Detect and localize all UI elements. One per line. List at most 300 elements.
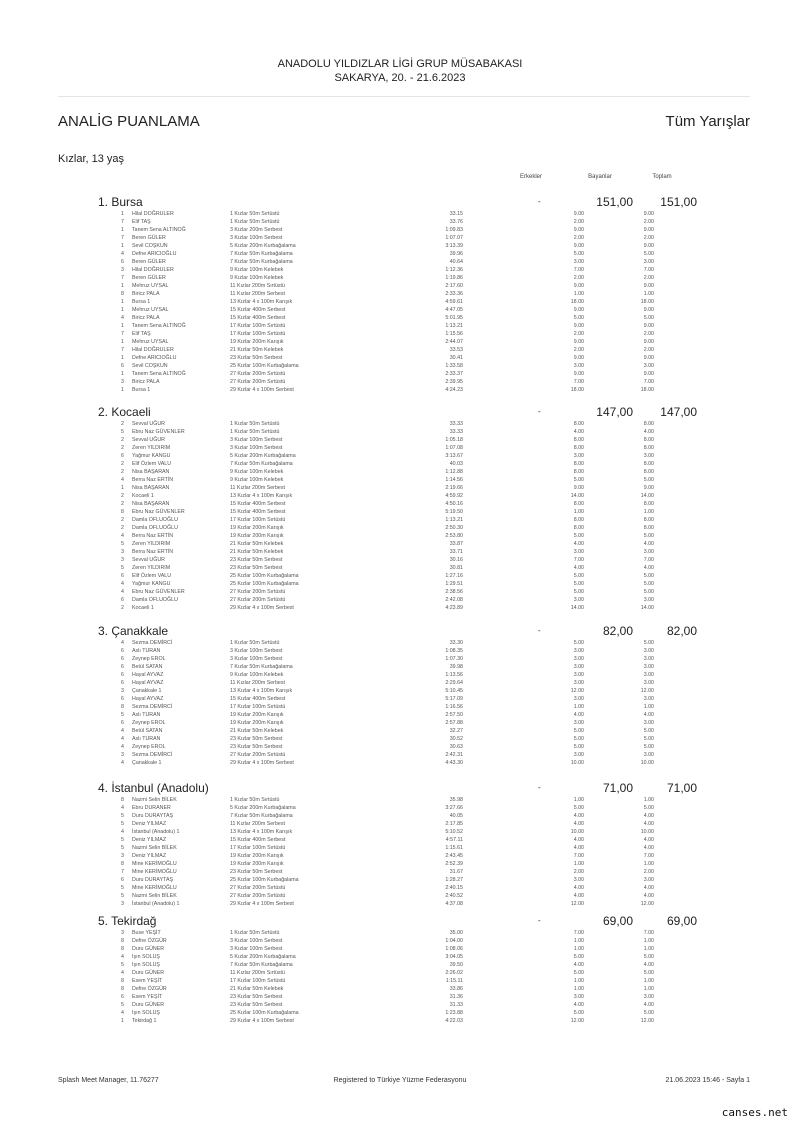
girls-points: 3.00 [573,453,584,459]
total-points: 14.00 [640,493,654,499]
girls-points: 3.00 [573,664,584,670]
swimmer-name: Berra Naz ERTİN [132,477,174,483]
swimmer-name: Ebru Naz GÜVENLER [132,589,185,595]
result-row [0,306,800,314]
result-row [0,1017,800,1025]
girls-points: 8.00 [573,421,584,427]
girls-points: 1.00 [573,291,584,297]
result-row [0,314,800,322]
event: 25 Kızlar 100m Kurbağalama [230,581,299,587]
girls-points: 9.00 [573,283,584,289]
place: 2 [121,501,124,507]
footer-date-page: 21.06.2023 15:46 - Sayfa 1 [665,1077,750,1084]
place: 6 [121,259,124,265]
event: 23 Kızlar 50m Serbest [230,994,283,1000]
swimmer-name: Işın SOLUŞ [132,1010,160,1016]
swimmer-name: Mehruz UYSAL [132,283,169,289]
place: 4 [121,736,124,742]
swimmer-name: Sezma DEMİRCİ [132,640,173,646]
swimmer-name: Duru GÜNER [132,970,165,976]
girls-points: 4.00 [573,837,584,843]
swimmer-name: Aslı TURAN [132,712,161,718]
time: 1:13.56 [445,672,463,678]
total-points: 8.00 [643,517,654,523]
event: 11 Kızlar 200m Serbest [230,291,285,297]
total-points: 3.00 [643,656,654,662]
total-points: 9.00 [643,323,654,329]
time: 31.33 [449,1002,463,1008]
event: 27 Kızlar 200m Sırtüstü [230,885,286,891]
time: 5:19.50 [445,509,463,515]
event: 15 Kızlar 400m Serbest [230,307,286,313]
place: 1 [121,1018,124,1024]
result-row [0,985,800,993]
place: 5 [121,845,124,851]
time: 1:15.61 [445,845,463,851]
place: 6 [121,648,124,654]
girls-points: 8.00 [573,445,584,451]
event: 29 Kızlar 4 x 100m Serbest [230,901,294,907]
result-row [0,436,800,444]
swimmer-name: Deniz YILMAZ [132,853,167,859]
total-points: 9.00 [643,355,654,361]
time: 30.41 [449,355,463,361]
swimmer-name: Defne ARICIOĞLU [132,355,177,361]
swimmer-name: Elif TAŞ [132,331,151,337]
time: 2:44.07 [445,339,463,345]
total-points: 7.00 [643,853,654,859]
time: 1:12.88 [445,469,463,475]
place: 2 [121,445,124,451]
place: 2 [121,493,124,499]
footer-registration: Registered to Türkiye Yüzme Federasyonu [333,1077,467,1084]
swimmer-name: İstanbul (Anadolu) 1 [132,901,180,907]
swimmer-name: Ebru DURANER [132,805,171,811]
event: 5 Kızlar 200m Kurbağalama [230,805,296,811]
event: 3 Kızlar 200m Serbest [230,227,283,233]
time: 2:26.02 [445,970,463,976]
team-total-points: 147,00 [660,405,697,419]
event: 19 Kızlar 200m Karışık [230,861,284,867]
swimmer-name: Defne ÖZGÜR [132,938,167,944]
girls-points: 1.00 [573,986,584,992]
event: 15 Kızlar 400m Serbest [230,696,286,702]
event: 11 Kızlar 200m Serbest [230,821,285,827]
event: 27 Kızlar 200m Sırtüstü [230,752,286,758]
result-row [0,759,800,767]
time: 2:43.45 [445,853,463,859]
total-points: 3.00 [643,672,654,678]
girls-points: 4.00 [573,821,584,827]
girls-points: 3.00 [573,597,584,603]
time: 33.53 [449,347,463,353]
result-row [0,655,800,663]
event: 21 Kızlar 50m Kelebek [230,541,284,547]
time: 30.63 [449,744,463,750]
event: 23 Kızlar 50m Serbest [230,557,283,563]
total-points: 7.00 [643,930,654,936]
place: 2 [121,421,124,427]
girls-points: 5.00 [573,728,584,734]
event: 17 Kızlar 100m Sırtüstü [230,704,286,710]
team-name: 4. İstanbul (Anadolu) [98,781,209,795]
place: 5 [121,565,124,571]
girls-points: 1.00 [573,797,584,803]
swimmer-name: Esem YEŞİT [132,978,163,984]
time: 30.52 [449,736,463,742]
girls-points: 9.00 [573,485,584,491]
girls-points: 5.00 [573,954,584,960]
result-row [0,266,800,274]
place: 4 [121,640,124,646]
time: 40.05 [449,813,463,819]
result-row [0,298,800,306]
result-row [0,663,800,671]
place: 1 [121,299,124,305]
result-row [0,836,800,844]
girls-points: 10.00 [570,829,584,835]
place: 8 [121,704,124,710]
place: 8 [121,978,124,984]
girls-points: 3.00 [573,680,584,686]
result-row [0,884,800,892]
col-girls: Bayanlar [588,174,612,180]
result-row [0,868,800,876]
time: 4:57.11 [445,837,463,843]
swimmer-name: Yağmur KANGU [132,581,171,587]
event: 19 Kızlar 200m Karışık [230,720,284,726]
time: 2:42.31 [445,752,463,758]
event: 27 Kızlar 200m Sırtüstü [230,893,286,899]
total-points: 18.00 [640,299,654,305]
result-row [0,703,800,711]
total-points: 9.00 [643,243,654,249]
time: 4:43.30 [445,760,463,766]
place: 6 [121,720,124,726]
team-girls-points: 151,00 [596,195,633,209]
total-points: 10.00 [640,760,654,766]
girls-points: 8.00 [573,469,584,475]
swimmer-name: Beren GÜLER [132,275,166,281]
girls-points: 12.00 [570,688,584,694]
event: 17 Kızlar 100m Sırtüstü [230,845,286,851]
time: 4:47.05 [445,307,463,313]
total-points: 18.00 [640,387,654,393]
place: 4 [121,744,124,750]
place: 1 [121,323,124,329]
total-points: 3.00 [643,720,654,726]
swimmer-name: Damla OFLUOĞLU [132,525,178,531]
time: 1:19.86 [445,275,463,281]
event: 1 Kızlar 50m Sırtüstü [230,930,280,936]
place: 1 [121,355,124,361]
total-points: 9.00 [643,283,654,289]
result-row [0,929,800,937]
total-points: 4.00 [643,1002,654,1008]
swimmer-name: Yağmur KANGU [132,453,171,459]
result-row [0,743,800,751]
total-points: 7.00 [643,557,654,563]
result-row [0,484,800,492]
event: 25 Kızlar 100m Kurbağalama [230,877,299,883]
result-row [0,671,800,679]
result-row [0,420,800,428]
result-row [0,1001,800,1009]
time: 1:07.08 [445,445,463,451]
place: 1 [121,283,124,289]
swimmer-name: Zeynep EROL [132,744,166,750]
place: 3 [121,267,124,273]
place: 7 [121,347,124,353]
result-row [0,900,800,908]
swimmer-name: Mehruz UYSAL [132,339,169,345]
swimmer-name: Esem YEŞİT [132,994,163,1000]
place: 1 [121,371,124,377]
result-row [0,322,800,330]
time: 33.33 [449,421,463,427]
event: 7 Kızlar 50m Kurbağalama [230,251,293,257]
swimmer-name: Kocaeli 1 [132,493,154,499]
result-row [0,711,800,719]
swimmer-name: Zeynep EROL [132,656,166,662]
girls-points: 2.00 [573,275,584,281]
result-row [0,226,800,234]
event: 19 Kızlar 200m Karışık [230,533,284,539]
result-row [0,828,800,836]
place: 1 [121,485,124,491]
total-points: 4.00 [643,962,654,968]
place: 4 [121,760,124,766]
event: 11 Kızlar 200m Serbest [230,485,285,491]
place: 1 [121,307,124,313]
result-row [0,346,800,354]
total-points: 5.00 [643,315,654,321]
girls-points: 5.00 [573,251,584,257]
time: 1:15.11 [445,978,463,984]
place: 1 [121,339,124,345]
event: 13 Kızlar 4 x 100m Karışık [230,829,293,835]
total-points: 5.00 [643,251,654,257]
team-boys-points: - [538,407,541,416]
event: 25 Kızlar 100m Kurbağalama [230,1010,299,1016]
event: 17 Kızlar 100m Sırtüstü [230,323,286,329]
time: 1:12.36 [445,267,463,273]
total-points: 2.00 [643,235,654,241]
total-points: 5.00 [643,533,654,539]
swimmer-name: Damla OFLUOĞLU [132,597,178,603]
place: 6 [121,994,124,1000]
place: 5 [121,885,124,891]
place: 3 [121,901,124,907]
result-row [0,604,800,612]
girls-points: 10.00 [570,760,584,766]
swimmer-name: Hayal AYVAZ [132,680,164,686]
total-points: 4.00 [643,885,654,891]
result-row [0,338,800,346]
swimmer-name: Zeren YILDIRIM [132,565,171,571]
team-name: 2. Kocaeli [98,405,151,419]
girls-points: 4.00 [573,885,584,891]
girls-points: 3.00 [573,672,584,678]
time: 33.76 [449,219,463,225]
team-boys-points: - [538,626,541,635]
total-points: 5.00 [643,970,654,976]
result-row [0,516,800,524]
total-points: 3.00 [643,680,654,686]
total-points: 3.00 [643,549,654,555]
total-points: 8.00 [643,437,654,443]
event: 17 Kızlar 100m Sırtüstü [230,978,286,984]
event: 7 Kızlar 50m Kurbağalama [230,664,293,670]
time: 5:10.52 [445,829,463,835]
event: 1 Kızlar 50m Sırtüstü [230,640,280,646]
girls-points: 9.00 [573,355,584,361]
result-row [0,804,800,812]
event: 21 Kızlar 50m Kelebek [230,986,284,992]
total-points: 5.00 [643,573,654,579]
result-row [0,876,800,884]
swimmer-name: Mehruz UYSAL [132,307,169,313]
place: 8 [121,946,124,952]
event: 23 Kızlar 50m Serbest [230,1002,283,1008]
event: 27 Kızlar 200m Sırtüstü [230,379,286,385]
girls-points: 1.00 [573,978,584,984]
girls-points: 7.00 [573,267,584,273]
girls-points: 14.00 [570,605,584,611]
total-points: 3.00 [643,752,654,758]
time: 4:23.89 [445,605,463,611]
swimmer-name: Beren GÜLER [132,235,166,241]
total-points: 10.00 [640,829,654,835]
event: 19 Kızlar 200m Karışık [230,339,284,345]
time: 39.98 [449,664,463,670]
swimmer-name: Betül SATAN [132,728,163,734]
total-points: 5.00 [643,589,654,595]
place: 5 [121,813,124,819]
total-points: 8.00 [643,445,654,451]
place: 5 [121,893,124,899]
result-row [0,476,800,484]
result-row [0,234,800,242]
team-girls-points: 147,00 [596,405,633,419]
team-total-points: 82,00 [666,624,697,638]
total-points: 1.00 [643,946,654,952]
event: 29 Kızlar 4 x 100m Serbest [230,760,294,766]
swimmer-name: Aslı TURAN [132,648,161,654]
swimmer-name: Hayal AYVAZ [132,672,164,678]
place: 4 [121,315,124,321]
time: 3:27.66 [445,805,463,811]
girls-points: 8.00 [573,517,584,523]
girls-points: 2.00 [573,219,584,225]
col-boys: Erkekler [519,174,542,180]
girls-points: 2.00 [573,235,584,241]
girls-points: 5.00 [573,477,584,483]
time: 4:59.92 [445,493,463,499]
total-points: 4.00 [643,821,654,827]
result-row [0,796,800,804]
total-points: 2.00 [643,869,654,875]
time: 40.64 [449,259,463,265]
event: 1 Kızlar 50m Sırtüstü [230,421,280,427]
time: 1:13.21 [445,517,463,523]
place: 2 [121,605,124,611]
girls-points: 9.00 [573,339,584,345]
girls-points: 5.00 [573,1010,584,1016]
event: 29 Kızlar 4 x 100m Serbest [230,1018,294,1024]
team-name: 1. Bursa [98,195,143,209]
place: 5 [121,712,124,718]
event: 13 Kızlar 4 x 100m Karışık [230,299,293,305]
result-row [0,977,800,985]
swimmer-name: Zeren YILDIRIM [132,541,171,547]
place: 6 [121,597,124,603]
time: 33.86 [449,986,463,992]
time: 4:59.61 [445,299,463,305]
swimmer-name: Deniz YILMAZ [132,821,167,827]
place: 6 [121,696,124,702]
event: 1 Kızlar 50m Sırtüstü [230,211,280,217]
meet-location-date: SAKARYA, 20. - 21.6.2023 [334,72,466,84]
result-row [0,993,800,1001]
event: 25 Kızlar 100m Kurbağalama [230,573,299,579]
event: 17 Kızlar 100m Sırtüstü [230,331,286,337]
total-points: 8.00 [643,421,654,427]
girls-points: 7.00 [573,930,584,936]
result-row [0,852,800,860]
result-row [0,370,800,378]
time: 4:50.16 [445,501,463,507]
total-points: 1.00 [643,704,654,710]
place: 1 [121,227,124,233]
result-row [0,961,800,969]
result-row [0,969,800,977]
total-points: 12.00 [640,901,654,907]
swimmer-name: Nisa BAŞARAN [132,469,170,475]
place: 6 [121,672,124,678]
result-row [0,492,800,500]
time: 2:57.50 [445,712,463,718]
result-row [0,524,800,532]
swimmer-name: Hilal DOĞRULER [132,267,174,273]
swimmer-name: Ebru Naz GÜVENLER [132,429,185,435]
total-points: 5.00 [643,744,654,750]
swimmer-name: Buse YEŞİT [132,930,161,936]
total-points: 4.00 [643,893,654,899]
swimmer-name: Defne ARICIOĞLU [132,251,177,257]
event: 5 Kızlar 200m Kurbağalama [230,954,296,960]
result-row [0,500,800,508]
girls-points: 9.00 [573,243,584,249]
event: 3 Kızlar 100m Serbest [230,437,283,443]
time: 4:22.03 [445,1018,463,1024]
swimmer-name: Berra Naz ERTİN [132,549,174,555]
place: 5 [121,837,124,843]
girls-points: 8.00 [573,437,584,443]
footer-software: Splash Meet Manager, 11.76277 [58,1077,159,1084]
event: 19 Kızlar 200m Karışık [230,525,284,531]
result-row [0,719,800,727]
place: 3 [121,752,124,758]
result-row [0,596,800,604]
result-row [0,1009,800,1017]
event: 3 Kızlar 100m Serbest [230,946,283,952]
total-points: 1.00 [643,797,654,803]
team-girls-points: 82,00 [602,624,633,638]
result-row [0,452,800,460]
girls-points: 9.00 [573,227,584,233]
time: 2:50.30 [445,525,463,531]
